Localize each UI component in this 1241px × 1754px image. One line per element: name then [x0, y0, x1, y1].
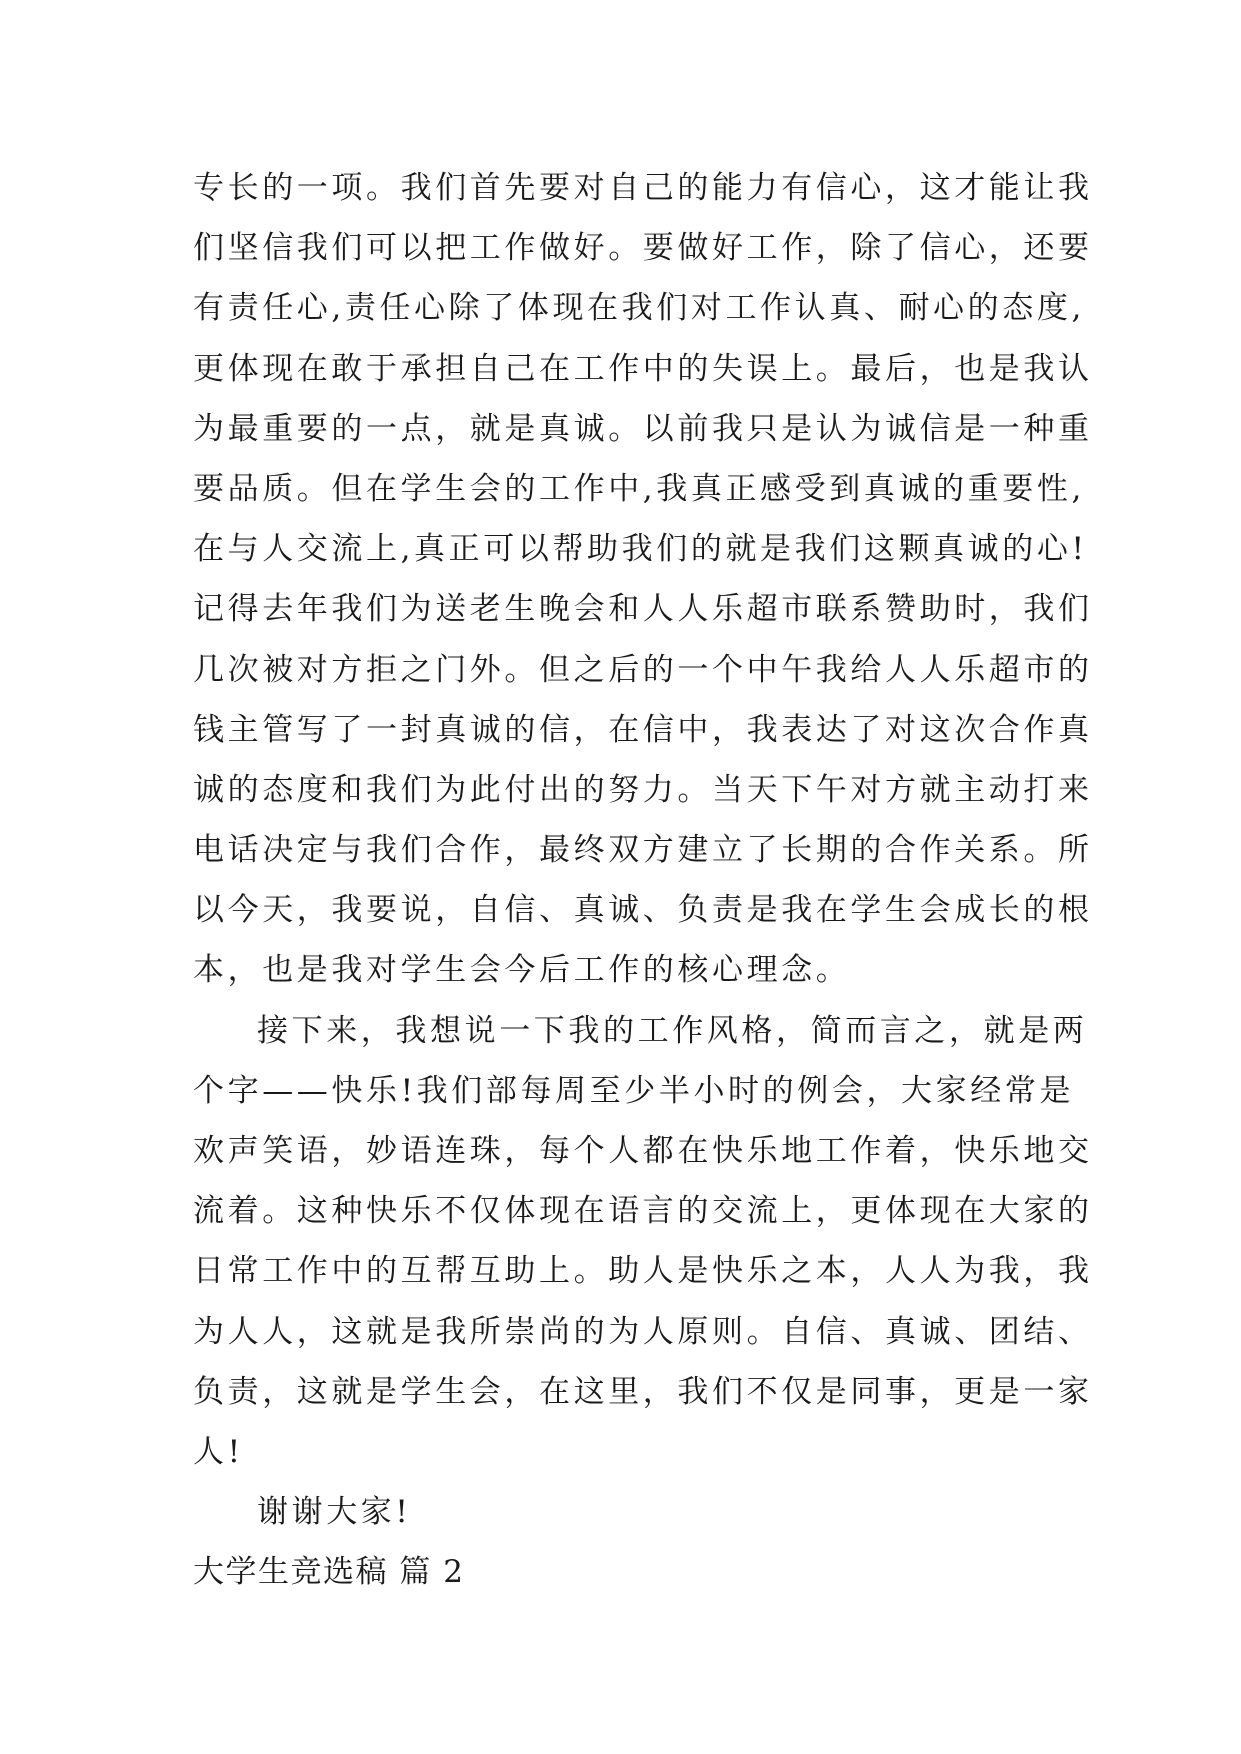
- text-line: 电话决定与我们合作，最终双方建立了长期的合作关系。所: [193, 832, 1093, 869]
- text-line: 有责任心,责任心除了体现在我们对工作认真、耐心的态度,: [193, 290, 1085, 327]
- text-line: 流着。这种快乐不仅体现在语言的交流上，更体现在大家的: [193, 1193, 1093, 1230]
- text-line: 几次被对方拒之门外。但之后的一个中午我给人人乐超市的: [193, 651, 1093, 688]
- text-line: 个字——快乐!我们部每周至少半小时的例会，大家经常是: [193, 1072, 1075, 1109]
- text-line: 本，也是我对学生会今后工作的核心理念。: [193, 952, 851, 989]
- document-body: [193, 158, 1093, 1603]
- text-line: 欢声笑语，妙语连珠，每个人都在快乐地工作着，快乐地交: [193, 1133, 1093, 1169]
- text-line: 钱主管写了一封真诚的信，在信中，我表达了对这次合作真: [193, 711, 1093, 748]
- text-line: 诚的态度和我们为此付出的努力。当天下午对方就主动打来: [193, 771, 1093, 808]
- closing-line: 谢谢大家!: [257, 1494, 412, 1531]
- text-line: 以今天，我要说，自信、真诚、负责是我在学生会成长的根: [193, 892, 1093, 929]
- text-line: 人!: [193, 1433, 244, 1470]
- text-line: 要品质。但在学生会的工作中,我真正感受到真诚的重要性,: [193, 470, 1085, 507]
- section-title: 大学生竞选稿 篇 2: [193, 1554, 465, 1591]
- paragraph-1: [193, 158, 1093, 1001]
- text-line: 在与人交流上,真正可以帮助我们的就是我们这颗真诚的心!: [193, 531, 1088, 568]
- text-line: 专长的一项。我们首先要对自己的能力有信心，这才能让我: [193, 170, 1093, 206]
- text-line: 记得去年我们为送老生晚会和人人乐超市联系赞助时，我们: [193, 591, 1093, 628]
- text-line: 负责，这就是学生会，在这里，我们不仅是同事，更是一家: [193, 1373, 1093, 1410]
- paragraph-2: [193, 1001, 1093, 1483]
- text-line: 日常工作中的互帮互助上。助人是快乐之本，人人为我，我: [193, 1253, 1093, 1290]
- text-line: 接下来，我想说一下我的工作风格，简而言之，就是两: [257, 1012, 1088, 1049]
- text-line: 们坚信我们可以把工作做好。要做好工作，除了信心，还要: [193, 230, 1093, 267]
- text-line: 为最重要的一点，就是真诚。以前我只是认为诚信是一种重: [193, 410, 1093, 447]
- text-line: 为人人，这就是我所崇尚的为人原则。自信、真诚、团结、: [193, 1313, 1093, 1350]
- text-line: 更体现在敢于承担自己在工作中的失误上。最后，也是我认: [193, 350, 1093, 387]
